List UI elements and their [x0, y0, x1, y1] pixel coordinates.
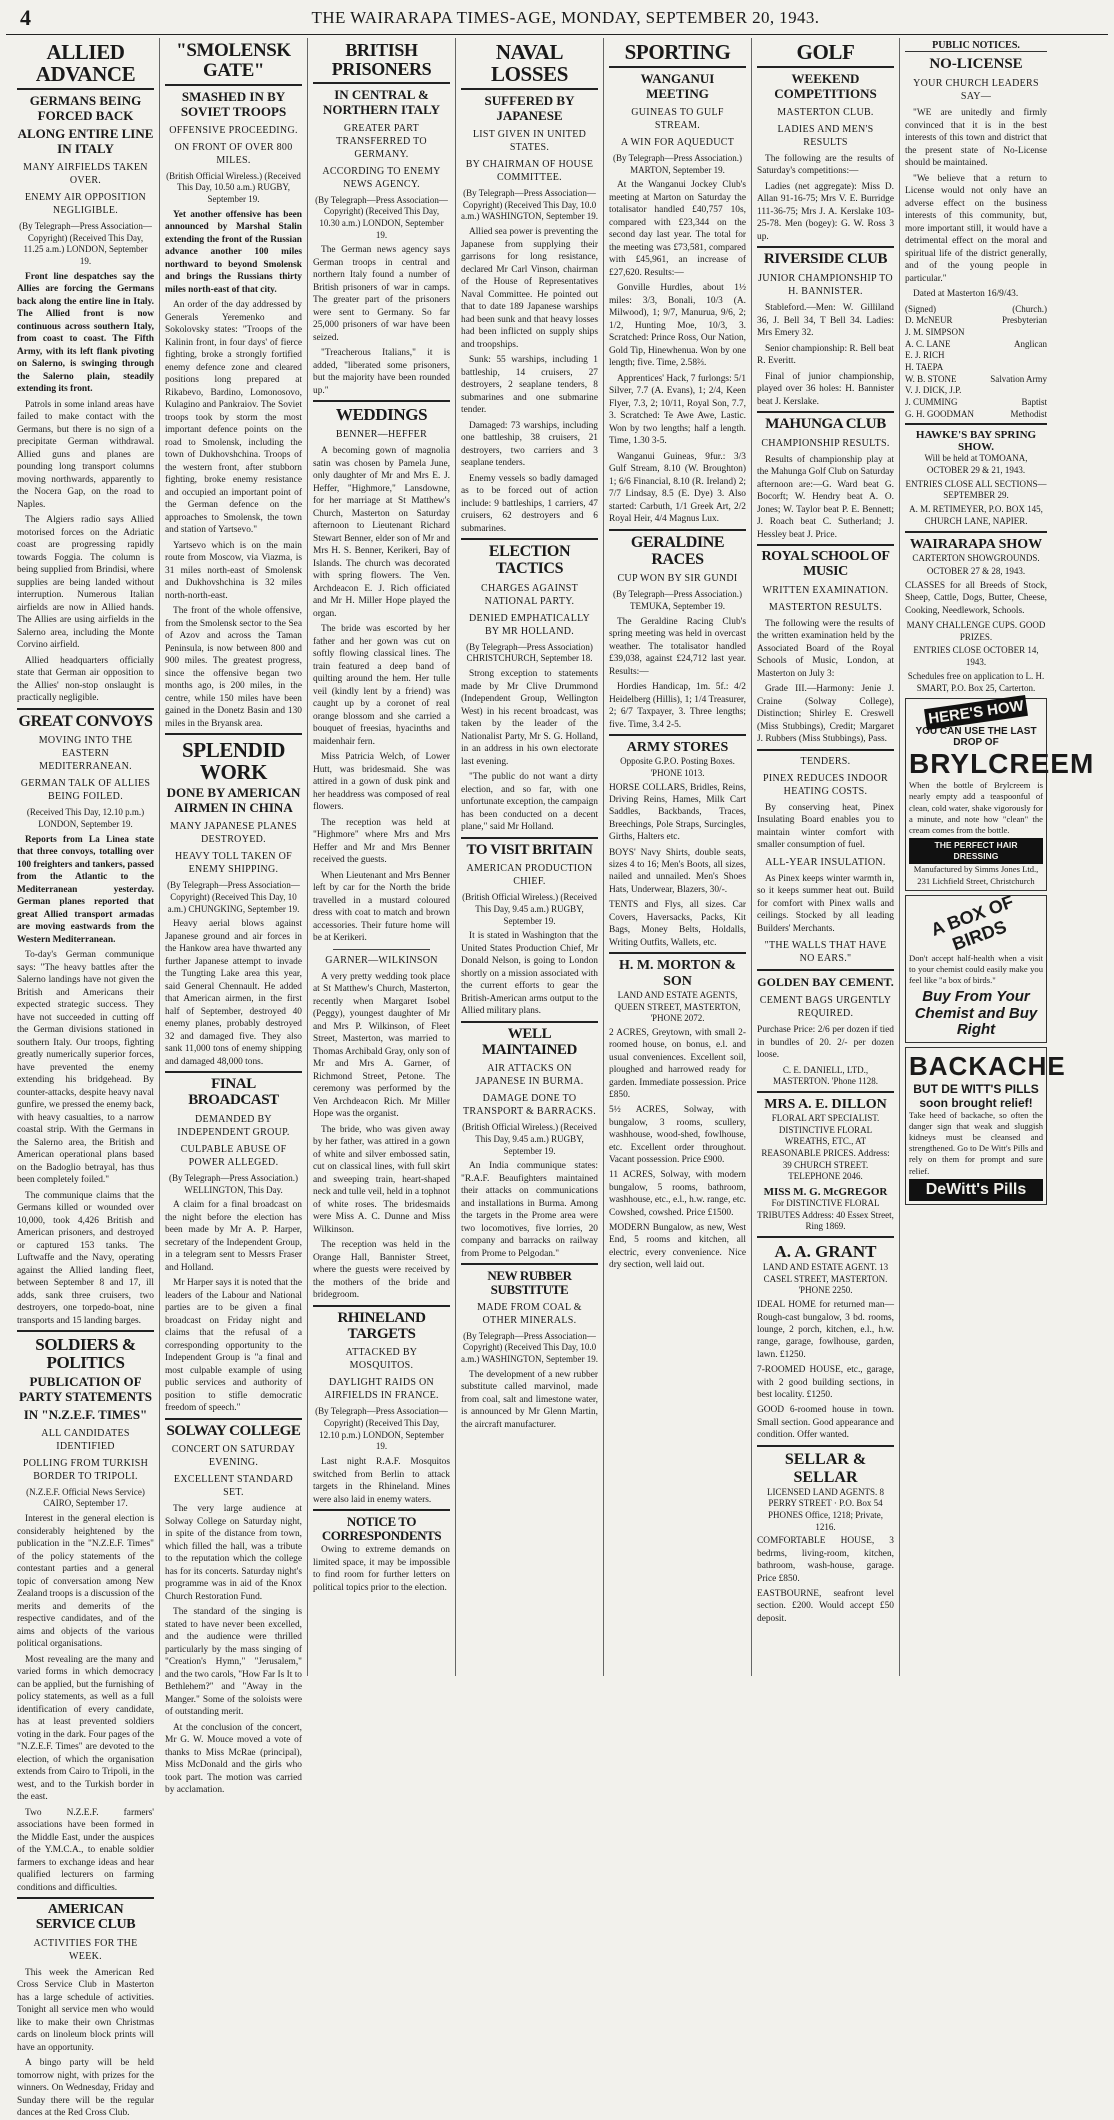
deck: MANY JAPANESE PLANES DESTROYED. — [170, 821, 297, 846]
rule — [461, 1021, 598, 1023]
article-paragraph: As Pinex keeps winter warmth in, so it keeps summer heat out. Build for comfort with Pinex walls and ceilings. Stocked by all leading Builders' Merchants. — [757, 873, 894, 934]
headline-mahunga-club: MAHUNGA CLUB — [765, 416, 886, 433]
headline-riverside-club: RIVERSIDE CLUB — [763, 251, 888, 268]
classified-ad: COMFORTABLE HOUSE, 3 bedrms, living-room, kitchen, bathroom, wash-house, garage. Price £850. — [757, 1536, 894, 1584]
dateline: (By Telegraph—Press Association—Copyright) (Received This Day, 10 a.m.) CHUNGKING, September 19. — [167, 880, 300, 914]
dateline: (By Telegraph—Press Association) CHRISTCHURCH, September 18. — [466, 641, 593, 664]
subhead: WEEKEND COMPETITIONS — [774, 71, 877, 101]
article-paragraph: Last night R.A.F. Mosquitos switched from Berlin to attack targets in the Rhineland. Mines were also laid in enemy waters. — [313, 1457, 450, 1505]
notice-paragraph: Dated at Masterton 16/9/43. — [913, 289, 1019, 299]
ad-brylcreem-tag: YOU CAN USE THE LAST DROP OF — [915, 726, 1037, 749]
article-paragraph: The communique claims that the Germans killed or wounded over 10,000, took 4,426 British and American prisoners, and destroyed or captured 153 tanks. The Luftwaffe and the Navy, operating against the Allied landing fleet, between September 8 and 17, ill adds, sank three cruisers, two destroyers, one torpedo-boat, nine transports and 15 landing barges. — [17, 1190, 154, 1326]
dateline: (By Telegraph—Press Association.) TEMUKA, September 19. — [613, 589, 742, 612]
dateline: (By Telegraph—Press Association—Copyright) (Received This Day, 11.25 a.m.) LONDON, September 19. — [19, 220, 152, 266]
ad-brylcreem-maker: Manufactured by Simms Jones Ltd., 231 Lichfield Street, Christchurch — [913, 864, 1039, 886]
article-paragraph: The front of the whole offensive, from the Smolensk sector to the Sea of Azov and across the Taman Peninsula, is now between 800 and 900 miles. The greatest progress, since the offensive began two months ago, is 200 miles, in the centre, while 150 miles have been gained in the Donetz Basin and 130 miles in the Bryansk area. — [165, 606, 302, 729]
signatory-name: G. H. GOODMAN — [905, 408, 974, 419]
article-paragraph: The bride, who was given away by her father, was attired in a gown of white and silver embossed satin, cut on classical lines, with full skirt and sweeping train, heart-shaped neck and tulle veil, held in a tophnot of white roses. The bridesmaids were Miss A. C. Dunne and Miss Wilkinson. — [313, 1124, 450, 1235]
ad-dewitts-relief: BUT DE WITT'S PILLS soon brought relief! — [913, 1081, 1039, 1110]
article-paragraph: Most revealing are the many and varied forms in which democracy can be applied, but the furnishing of policy statements, as well as a full identification of every candidate, has at least prevented soldiers voting in the dark. Four pages of the "N.Z.E.F. Times" are devoted to the election, of which the organisation extends from Cairo to Tripoli, in the west, and to the Turkish border in the east. — [17, 1654, 154, 1803]
deck: ACCORDING TO ENEMY NEWS AGENCY. — [322, 165, 441, 190]
classified-ad: 7-ROOMED HOUSE, etc., garage, with 2 good building sections, in best locality. £1250. — [757, 1365, 894, 1400]
ad-army-stores-title: ARMY STORES — [626, 740, 729, 756]
ad-hawkes-bay-show-entries: ENTRIES CLOSE ALL SECTIONS—SEPTEMBER 29. — [905, 478, 1047, 501]
notice-paragraph: "We believe that a return to License would not only have an adverse effect on the business interests of this community, but, more important still, it would have a detrimental effect on the moral and spiritual life of the district generally, and of the young people in particular." — [905, 173, 1047, 284]
subhead: ALONG ENTIRE LINE IN ITALY — [17, 125, 154, 156]
headline-sporting: SPORTING — [624, 40, 731, 64]
deck: WRITTEN EXAMINATION. — [762, 584, 889, 596]
article-paragraph: Enemy vessels so badly damaged as to be forced out of action include: 9 battleships, 1 carriers, 47 cruisers, 62 destroyers and 6 submarines. — [461, 473, 598, 534]
rule — [17, 708, 154, 710]
signatory-name: J. CUMMING — [905, 397, 958, 407]
deck: BY CHAIRMAN OF HOUSE COMMITTEE. — [465, 158, 594, 183]
column-3 — [308, 38, 456, 1676]
rule — [609, 66, 746, 68]
signatory-name: H. TAEPA — [905, 361, 944, 372]
rule — [757, 749, 894, 751]
article-paragraph: Results of championship play at the Mahunga Golf Club on Saturday afternoon are:—G. Ward beat G. Bocorft; W. Hendry beat A. O. Jones; W. Taylor beat P. E. Bennett; J. Roach beat C. Sutherland; J. Hessley beat J. Price. — [757, 454, 894, 540]
deck: OFFENSIVE PROCEEDING. — [169, 124, 298, 136]
deck: YOUR CHURCH LEADERS SAY— — [913, 78, 1039, 102]
dateline: (British Official Wireless.) (Received This Day, 9.45 a.m.) RUGBY, September 19. — [462, 1122, 597, 1156]
headline-no-license: NO-LICENSE — [929, 56, 1023, 72]
deck: EXCELLENT STANDARD SET. — [173, 1474, 294, 1499]
ad-sellar-title: SELLAR & SELLAR — [784, 1450, 867, 1486]
deck: HEAVY TOLL TAKEN OF ENEMY SHIPPING. — [174, 851, 293, 876]
signatory — [905, 315, 1047, 327]
article-paragraph: Allied headquarters officially state that German air opposition to the Allies' non-stop onslaught is practically negligible. — [17, 655, 154, 704]
rule — [165, 1071, 302, 1073]
article-paragraph: Front line despatches say the Allies are forcing the Germans back along the entire line in Italy. The Allied front is now continuous across southern Italy, from coast to coast. The Fifth Army, with its left flank pivoting on Salerno, is swinging through the Salerno plain, steadily extending its front. — [17, 271, 154, 395]
masthead — [6, 4, 1108, 35]
signatory-church: Baptist — [1021, 397, 1047, 407]
signatory-name: E. J. RICH — [905, 350, 945, 361]
headline-weddings: WEDDINGS — [335, 405, 428, 425]
deck: CHARGES AGAINST NATIONAL PARTY. — [480, 582, 578, 607]
article-paragraph: Hordies Handicap, 1m. 5f.: 4/2 Heidelberg (Hillis), 1; 1/4 Treasurer, 2; 6/7 Taxpayer, 3. Three lengths; five. Time, 3.4 2-5. — [609, 682, 746, 730]
rule — [165, 1418, 302, 1420]
article-paragraph: Heavy aerial blows against Japanese ground and air forces in the Hankow area have thwarted any further Japanese attempt to invade the Tungting Lake area this year, said General Chennault. He added that American airmen, in the first half of September, destroyed 40 enemy planes, probably destroyed 32 and damaged five. They also sank 11,000 tons of enemy shipping and damaged 48,000 tons. — [165, 919, 302, 1067]
article-paragraph: Damaged: 73 warships, including one battleship, 38 cruisers, 21 destroyers, two carriers and 3 seaplane tenders. — [461, 420, 598, 469]
rule — [17, 1897, 154, 1899]
article-paragraph: Patrols in some inland areas have failed to make contact with the Germans, but there is no sign of a precipitate German withdrawal. Allied guns and planes are pounding long transport columns moving northwards, apparently to the Nocera Gap, on the road to Naples. — [17, 399, 154, 510]
headline-rhineland-targets: RHINELAND TARGETS — [337, 1309, 426, 1342]
column-1 — [12, 38, 160, 2119]
headline-naval-losses: NAVAL LOSSES — [491, 40, 568, 87]
deck: GERMAN TALK OF ALLIES BEING FOILED. — [20, 778, 151, 803]
deck: ATTACKED BY MOSQUITOS. — [345, 1347, 418, 1372]
section-header: PUBLIC NOTICES. — [905, 40, 1047, 52]
signatory — [905, 374, 1047, 386]
signatory — [905, 350, 1047, 362]
ad-brylcreem-body: When the bottle of Brylcreem is nearly empty add a teaspoonful of clean, cold water, shake vigorously for a minute, and note how "clean" the cream comes from the bottle. — [909, 780, 1043, 835]
rule — [609, 952, 746, 954]
deck: CULPABLE ABUSE OF POWER ALLEGED. — [180, 1143, 287, 1168]
dateline: (By Telegraph—Press Association—Copyright) (Received This Day, 12.10 p.m.) LONDON, September 19. — [315, 1406, 448, 1452]
article-paragraph: An India communique states: "R.A.F. Beaufighters maintained their attacks on communications and installations in Burma. Among the targets in the Prome area were two locomotives, five lorries, 20 company and barracks on railway from Prome to Pelgodan." — [461, 1161, 598, 1259]
deck: DEMANDED BY INDEPENDENT GROUP. — [177, 1113, 290, 1138]
signatory-church: Methodist — [1010, 408, 1047, 419]
signatory — [905, 385, 1047, 397]
dateline: (By Telegraph—Press Association.) MARTON, September 19. — [613, 152, 742, 175]
ad-dillon-title: MRS A. E. DILLON — [764, 1096, 887, 1112]
column-4 — [456, 38, 604, 1676]
deck: DAYLIGHT RAIDS ON AIRFIELDS IN FRANCE. — [324, 1377, 439, 1402]
deck: LIST GIVEN IN UNITED STATES. — [472, 128, 587, 153]
headline-to-visit-britain: TO VISIT BRITAIN — [466, 841, 593, 858]
signatory — [905, 362, 1047, 374]
article-paragraph: At the Wanganui Jockey Club's meeting at Marton on Saturday the totalisator handled £40,757 10s, compared with £23,344 on the second day last year. The total for the meeting was £73,581, compared with £45,961, an increase of £27,620. Results:— — [609, 180, 746, 278]
article-paragraph: To-day's German communique says: "The heavy battles after the Salerno landings have not given the British and Americans their expected strategic success. They have not succeeded in cutting off the German divisions stationed in southern Italy. Our troops, fighting greatly numerically superior forces, have prevented the enemy extending his bridgehead. By counter-attacks, despite heavy naval gunfire, we pressed the enemy back, with heavy casualties, to a narrow coastal strip. With the Germans in the Salerno area, the British and American operational plans based on the Badoglio betrayal, has thus been completely foiled." — [17, 950, 154, 1186]
article-paragraph: The Algiers radio says Allied motorised forces on the Adriatic coast are progressing rapidly towards Foggia. The column is being supplied from Brindisi, where supplies are being landed without interruption. Numerous Italian airfields are now in Allied hands. The Allies are using airfields in the Salerno area, including the Monte Corvino airfield. — [17, 515, 154, 651]
deck: LADIES AND MEN'S RESULTS — [777, 123, 874, 148]
rule — [313, 400, 450, 402]
ad-dewitts-backache: BACKACHE — [909, 1050, 1066, 1081]
rule — [609, 734, 746, 736]
headline-british-prisoners: BRITISH PRISONERS — [331, 40, 432, 79]
classified-ad: BOYS' Navy Shirts, double seats, sizes 4 to 16; Men's Boots, all sizes, nailed and unnailed. Men's Shoes Hats, Underwear, Blazers, 30/-. — [609, 847, 746, 895]
subhead: IN "N.Z.E.F. TIMES" — [23, 1406, 148, 1422]
article-paragraph: Apprentices' Hack, 7 furlongs: 5/1 Silver, 7.7 (A. Evans), 1; 2/4, Keen Flyer, 7.3, 2; 10/11, Royal Son, 7.7, 3. Scratched: Te Awe Awe, Lastic. Won by two lengths; half a length. Time, 1.30 3-5. — [609, 373, 747, 447]
deck: ALL-YEAR INSULATION. — [765, 856, 886, 868]
ad-chemist-body: Don't accept half-health when a visit to your chemist could easily make you feel like "a box of birds." — [909, 952, 1043, 986]
rule — [165, 84, 302, 86]
deck: ENEMY AIR OPPOSITION NEGLIGIBLE. — [24, 191, 147, 216]
deck: DAMAGE DONE TO TRANSPORT & BARRACKS. — [462, 1093, 597, 1118]
rule — [461, 837, 598, 839]
column-6 — [752, 38, 900, 1676]
dateline: (British Official Wireless.) (Received This Day, 10.50 a.m.) RUGBY, September 19. — [166, 170, 301, 205]
article-paragraph: Allied sea power is preventing the Japanese from supplying their garrisons for long resistance, declared Mr Carl Vinson, chairman of the House of Representatives Naval Committee. He pointed out that to date 189 Japanese warships had been sunk and that heavy losses had been inflicted on supply ships and troopships. — [461, 227, 598, 350]
rule — [757, 66, 894, 68]
column-5 — [604, 38, 752, 1676]
article-paragraph: The following were the results of the written examination held by the Associated Board of the Royal Schools of Music, London, at Masterton on July 3: — [757, 618, 894, 679]
signatory — [905, 409, 1047, 421]
classified-ad: Purchase Price: 2/6 per dozen if tied in bundles of 20. 2/- per dozen loose. — [757, 1025, 894, 1061]
article-paragraph: The bride was escorted by her father and her gown was cut on softly flowing classical lines. The train featured a deep band of quilting around the hem. Her tulle veil (kindly lent by a friend) was caught up by a coronet of real orange blossom and she carried a bouquet of freesias, hyacinths and maidenhair fern. — [313, 624, 450, 747]
ad-dewitts — [905, 1047, 1066, 1205]
classified-ad: GOOD 6-roomed house in town. Small section. Good appearance and condition. Offer wanted. — [757, 1405, 894, 1441]
columns — [12, 38, 1095, 2119]
ad-wairarapa-show-venue: CARTERTON SHOWGROUNDS. — [912, 552, 1040, 563]
article-paragraph: When Lieutenant and Mrs Benner left by car for the North the bride travelled in a mustard coloured dress with coat to match and brown accessories. Their future home will be at Kerikeri. — [313, 870, 450, 944]
article-paragraph: Miss Patricia Welch, of Lower Hutt, was bridesmaid. She was attired in a gown of dusk pink and her headdress was composed of real flowers. — [313, 752, 450, 813]
ad-golden-bay-title: GOLDEN BAY CEMENT. — [757, 975, 894, 990]
rule — [333, 949, 430, 950]
page-number: 4 — [20, 5, 31, 30]
deck: MASTERTON CLUB. — [777, 106, 874, 118]
headline-royal-school-music: ROYAL SCHOOL OF MUSIC — [761, 549, 890, 580]
article-paragraph: Final of junior championship, played over 36 holes: H. Bannister beat J. Kerslake. — [757, 371, 894, 407]
ad-grant-address: LAND AND ESTATE AGENT. 13 CASEL STREET, MASTERTON. 'PHONE 2250. — [762, 1262, 889, 1296]
column-2 — [160, 38, 308, 1796]
ad-brylcreem — [905, 697, 1095, 891]
ad-hawkes-bay-show-address: A. M. RETIMEYER, P.O. BOX 145, CHURCH LANE, NAPIER. — [909, 504, 1043, 526]
article-paragraph: Yet another offensive has been announced by Marshal Stalin extending the front of the Russian advance another 100 miles northward to beyond Smolensk and brings the Russians thirty miles north-east of that city. — [165, 209, 302, 295]
signatory — [905, 339, 1047, 351]
headline-solway-college: SOLWAY COLLEGE — [166, 1422, 301, 1439]
article-paragraph: The reception was held in the Orange Hall, Bannister Street, where the guests were received by the mothers of the bride and bridegroom. — [313, 1240, 450, 1301]
article-paragraph: Wanganui Guineas, 9fur.: 3/3 Gulf Stream, 8.10 (W. Broughton) 1; 6/6 Financial, 8.10 (R. Ireland) 2; 7/7 Lindsay, 8.5 (E. Dye) 3. Also started: Carbuth, 1/1 Greek Art, 2/2 Royal Heir, 4/4 Magnus Lux. — [609, 451, 746, 525]
ad-brylcreem-heres-how: HERE'S HOW — [924, 695, 1028, 730]
ad-army-stores-address: Opposite G.P.O. Posting Boxes. 'PHONE 1013. — [620, 756, 735, 778]
column-7 — [900, 38, 1095, 1676]
deck: CUP WON BY SIR GUNDI — [617, 573, 738, 585]
deck: MOVING INTO THE EASTERN MEDITERRANEAN. — [38, 735, 133, 773]
article-paragraph: The reception was held at "Highmore" where Mrs and Mrs Heffer and Mr and Mrs Benner received the guests. — [313, 817, 450, 866]
classified-ad: EASTBOURNE, seafront level section. £200. Would accept £50 deposit. — [757, 1588, 894, 1624]
ad-dewitts-body: Take heed of backache, so often the danger sign that weak and sluggish kidneys must be cleansed and strengthened. Go to De Witt's Pills and rely on them for prompt and sure relief. — [909, 1109, 1043, 1176]
rule — [757, 411, 894, 413]
subhead: PUBLICATION OF PARTY STATEMENTS — [18, 1373, 153, 1404]
ad-dillon-address: FLORAL ART SPECIALIST. DISTINCTIVE FLORAL WREATHS, ETC., AT REASONABLE PRICES. Address: 39 CHURCH STREET. TELEPHONE 2046. — [761, 1112, 890, 1182]
deck: PINEX REDUCES INDOOR HEATING COSTS. — [763, 772, 888, 797]
rule — [905, 423, 1047, 425]
signatory-name: A. C. LANE — [905, 338, 951, 349]
rule — [165, 733, 302, 735]
rule — [609, 529, 746, 531]
article-paragraph: Yartsevo which is on the main route from Moscow, via Viazma, is 31 miles north-east of Smolensk and Dukhovshchina is 32 miles north-north-east. — [165, 540, 302, 601]
deck: CHAMPIONSHIP RESULTS. — [761, 437, 890, 449]
rule — [461, 1263, 598, 1265]
article-paragraph: A bingo party will be held tomorrow night, with prizes for the winners. On Wednesday, Friday and Sunday there will be the regular dances at the Red Cross Club. — [17, 2058, 154, 2119]
deck: MANY AIRFIELDS TAKEN OVER. — [23, 161, 148, 186]
deck: ALL CANDIDATES IDENTIFIED — [41, 1427, 130, 1452]
article-paragraph: It is stated in Washington that the United States Production Chief, Mr Donald Nelson, is going to London shortly on a mission associated with the current efforts to gear the British-American arms output to the Allied military plans. — [461, 931, 598, 1017]
article-paragraph: An order of the day addressed by Generals Yeremenko and Sokolovsky states: "Troops of the Kalinin front, in four days' of fierce fighting, broke a strongly fortified enemy defence zone and cleared positions long prepared at Rikabevo, Bardino, Lomonosovo, Kulagino and Pankraiov. The Soviet troops took by storm the most important defence points on the road to Smolensk, including the town of Dukhovshchina. Troops of the western front, after stubborn fighting, broke enemy resistance and occupied an important point of the German defence on the approaches to Smolensk, the town and station of Yartsevo." — [165, 300, 302, 536]
dateline: (N.Z.E.F. Official News Service) CAIRO, September 17. — [26, 1486, 145, 1509]
article-paragraph: This week the American Red Cross Service Club in Masterton has a large schedule of activities. Tonight all service men who would like to make their own Christmas cards on linoleum block prints will have an opportunity. — [17, 1967, 154, 2053]
ad-dewitts-logo: DeWitt's Pills — [909, 1179, 1043, 1201]
signatories-header — [905, 304, 1047, 316]
deck: CONCERT ON SATURDAY EVENING. — [171, 1444, 296, 1469]
article-paragraph: A claim for a final broadcast on the night before the election has been made by Mr A. P. Harper, secretary of the Independent Group, in a telegram sent to Messrs Fraser and Holland. — [165, 1200, 302, 1273]
dateline: (By Telegraph—Press Association—Copyright) (Received This Day, 10.0 a.m.) WASHINGTON, September 19. — [461, 1330, 598, 1365]
rule — [757, 1236, 894, 1238]
subhead: SUFFERED BY JAPANESE — [484, 93, 575, 124]
headline-new-rubber-substitute: NEW RUBBER SUBSTITUTE — [487, 1268, 572, 1298]
ad-daniell-address: C. E. DANIELL, LTD., MASTERTON. 'Phone 1128. — [772, 1064, 879, 1087]
subhead: IN CENTRAL & NORTHERN ITALY — [323, 86, 440, 117]
article-paragraph: Gonville Hurdles, about 1½ miles: 3/3, Bonali, 10/3 (A. Milwood), 1; 9/7, Manurua, 9/6, 2; 1/2, Hunting Moe, 10/3, 3. Scratched: Prince Ross, Our Nation, Gold Tip, Hinewhenua. Won by one length; five. Time, 2.58⅔. — [609, 283, 746, 369]
deck: MADE FROM COAL & OTHER MINERALS. — [477, 1301, 582, 1326]
ad-mcgregor-title: MISS M. G. McGREGOR — [763, 1186, 888, 1199]
deck: GREATER PART TRANSFERRED TO GERMANY. — [336, 122, 427, 160]
article-paragraph: "The public do not want a dirty election, and so far, with one unfortunate exception, the campaign has been conducted on a decent plane," said Mr Holland. — [461, 772, 598, 832]
article-paragraph: Interest in the general election is considerably heightened by the publication in the "N.Z.E.F. Times" of the policy statements of the contestant parties and a general topic of conversation among New Zealand troops is a discussion of the merits and demerits of the respective candidates, and of the aims and objects of the various political organisations. — [17, 1514, 154, 1650]
rule — [461, 88, 598, 90]
article-paragraph: Reports from La Linea state that three convoys, totalling over 100 freighters and tankers, passed from the Atlantic to the Mediterranean yesterday. German planes reported that great Allied transport armadas are moving eastwards from the Western Mediterranean. — [17, 834, 154, 945]
dateline: (By Telegraph—Press Association.) WELLINGTON, This Day. — [169, 1172, 298, 1195]
rule — [17, 1330, 154, 1332]
notice-paragraph: "WE are unitedly and firmly convinced that it is in the best interests of this town and district that the present state of No-License should be maintained. — [905, 108, 1047, 168]
deck: POLLING FROM TURKISH BORDER TO TRIPOLI. — [22, 1457, 149, 1482]
dateline: (By Telegraph—Press Association—Copyright) (Received This Day, 10.0 a.m.) WASHINGTON, September 19. — [461, 187, 598, 222]
ad-hawkes-bay-show-detail: Will be held at TOMOANA, OCTOBER 29 & 21, 1943. — [924, 453, 1028, 476]
ad-chemist-slogan: Buy From Your Chemist and Buy Right — [914, 988, 1038, 1039]
signatory-church: Presbyterian — [1002, 315, 1047, 326]
masthead-title: THE WAIRARAPA TIMES-AGE, MONDAY, SEPTEMBER 20, 1943. — [311, 8, 820, 27]
deck: BENNER—HEFFER — [335, 429, 428, 441]
deck: A WIN FOR AQUEDUCT — [620, 136, 735, 148]
dateline: (By Telegraph—Press Association—Copyright) (Received This Day, 10.30 a.m.) LONDON, September 19. — [315, 194, 448, 240]
ad-chemist-box-of-birds: A BOX OF BIRDS — [928, 891, 1017, 955]
article-paragraph: Owing to extreme demands on limited space, it may be impossible to find room for further letters on political topics prior to the election. — [313, 1545, 450, 1593]
deck: AIR ATTACKS ON JAPANESE IN BURMA. — [475, 1063, 584, 1088]
deck: "THE WALLS THAT HAVE NO EARS." — [764, 940, 887, 965]
article-paragraph: The following are the results of Saturday's competitions:— — [757, 153, 894, 177]
deck: MASTERTON RESULTS. — [768, 601, 883, 613]
rule — [757, 544, 894, 546]
article-paragraph: At the conclusion of the concert, Mr G. W. Mouce moved a vote of thanks to Miss McRae (principal), Miss McDonald and the girls who took part. The motion was carried by acclamation. — [165, 1722, 302, 1796]
ad-wairarapa-show-prizes: MANY CHALLENGE CUPS. GOOD PRIZES. — [906, 620, 1046, 642]
article-paragraph: The German news agency says German troops in central and northern Italy found a number of British prisoners of war in camps. The greater part of the prisoners were sent to Germany. So far 25,000 prisoners of war have been seized. — [313, 245, 450, 343]
headline-american-service-club: AMERICAN SERVICE CLUB — [35, 1902, 136, 1932]
rule — [757, 1445, 894, 1447]
headline-notice-correspondents: NOTICE TO CORRESPONDENTS — [321, 1514, 442, 1543]
headline-great-convoys: GREAT CONVOYS — [18, 712, 153, 730]
article-paragraph: Ladies (net aggregate): Miss D. Allan 91-16-75; Mrs V. E. Burridge 111-36-75; Mrs J. A. Kerslake 103-25-78. Men (bogey): G. W. Ross 3 up. — [757, 181, 894, 242]
rule — [757, 969, 894, 971]
deck: DENIED EMPHATICALLY BY MR HOLLAND. — [468, 612, 591, 637]
classified-ad: TENTS and Flys, all sizes. Car Covers, Haversacks, Packs, Kit Bags, Money Belts, Holdalls, Writing Outfits, Wallets, etc. — [609, 900, 746, 948]
signatory-church: Anglican — [1014, 338, 1047, 349]
rule — [757, 246, 894, 248]
headline-allied-advance: ALLIED ADVANCE — [35, 40, 136, 87]
ad-wairarapa-show-schedules: Schedules free on application to L. H. SMART, P.O. Box 25, Carterton. — [907, 670, 1045, 693]
ad-brylcreem-logo: BRYLCREEM — [909, 748, 1095, 780]
article-paragraph: Sunk: 55 warships, including 1 battleship, 14 cruisers, 27 destroyers, 2 seaplane tenders, 8 submarines and one submarine tender. — [461, 355, 598, 416]
article-paragraph: Grade III.—Harmony: Jenie J. Craine (Solway College), Distinction; Shirley E. Creswell (Miss Stubbings), Credit; Margaret J. Rubbers (Miss Stubbings), Pass. — [757, 684, 894, 745]
rule — [313, 1509, 450, 1511]
deck: AMERICAN PRODUCTION CHIEF. — [466, 863, 593, 888]
classified-ad: MODERN Bungalow, as new, West End, 5 rooms and kitchen, all electric, every convenience. Nice dry section, well laid out. — [609, 1223, 746, 1271]
headline-well-maintained: WELL MAINTAINED — [482, 1025, 577, 1058]
article-paragraph: "Treacherous Italians," it is added, "liberated some prisoners, but the majority have been rounded up." — [313, 348, 450, 396]
deck: GARNER—WILKINSON — [325, 954, 438, 966]
headline-final-broadcast: FINAL BROADCAST — [188, 1076, 279, 1109]
classified-ad: HORSE COLLARS, Bridles, Reins, Driving Reins, Hames, Milk Cart Saddles, Backbands, Traces, Breechings, Pole Straps, Surcingles, Girths, Halters etc. — [609, 782, 746, 843]
headline-golf: GOLF — [796, 40, 855, 64]
signatory-name: D. McNEUR — [905, 315, 953, 326]
rule — [313, 1305, 450, 1307]
subhead: SMASHED IN BY SOVIET TROOPS — [180, 88, 287, 119]
classified-ad: IDEAL HOME for returned man—Rough-cast bungalow, 3 bd. rooms, lounge, 2 porch, kitchen, e.l., h.w. range, garage, fowlhouse, garden, lawn. £1250. — [757, 1300, 894, 1360]
ad-wairarapa-show-classes: CLASSES for all Breeds of Stock, Sheep, Cattle, Dogs, Butter, Cheese, Cooking, Needlework, Schools. — [905, 580, 1047, 616]
ad-mcgregor-address: For DISTINCTIVE FLORAL TRIBUTES Address: 40 Essex Street, Ring 1869. — [757, 1198, 894, 1232]
ad-chemist — [905, 891, 1047, 1043]
ad-morton-title: H. M. MORTON & SON — [618, 957, 737, 989]
signatory-name: V. J. DICK, J.P. — [905, 385, 962, 396]
ad-brylcreem-strap: THE PERFECT HAIR DRESSING — [909, 838, 1043, 864]
article-paragraph: Mr Harper says it is noted that the leaders of the Labour and National parties are to be given a final broadcast on Friday night and claims that the refusal of a corresponding opportunity to the Independent Group is "a final and most culpable example of using public services and authority of position to stifle democratic freedom of speech." — [165, 1278, 302, 1414]
signatory-name: W. B. STONE — [905, 373, 957, 384]
article-paragraph: A becoming gown of magnolia satin was chosen by Pamela June, only daughter of Mr and Mrs E. J. Heffer, "Highmore," Lansdowne, for her marriage at St Matthew's Church, Masterton on Saturday afternoon to Lieutenant Richard Stewart Benner, elder son of Mr and Mrs H. S. Benner, Kerikeri, Bay of Islands. The church was decorated with spring flowers. The Ven. Archdeacon E. J. Rich officiated and Mr H. Miller Hope played the organ. — [313, 446, 450, 619]
rule — [757, 1091, 894, 1093]
headline-election-tactics: ELECTION TACTICS — [488, 543, 571, 577]
dateline: (Received This Day, 12.10 p.m.) LONDON, September 19. — [26, 807, 145, 830]
subhead: GERMANS BEING FORCED BACK — [29, 93, 142, 124]
article-paragraph: Senior championship: R. Bell beat R. Everitt. — [757, 343, 894, 367]
rule — [905, 531, 1047, 533]
article-paragraph: Two N.Z.E.F. farmers' associations have been formed in the Middle East, under the auspices of the Y.M.C.A., to enable soldier farmers to exchange ideas and hear qualified lecturers on farming conditions and difficulties. — [17, 1807, 154, 1893]
headline-soldiers-politics: SOLDIERS & POLITICS — [35, 1335, 136, 1373]
ad-sellar-address: LICENSED LAND AGENTS. 8 PERRY STREET · P.O. Box 54 PHONES Office, 1218; Private, 1216. — [767, 1486, 884, 1532]
signatory — [905, 327, 1047, 339]
dateline: (British Official Wireless.) (Received This Day, 9.45 a.m.) RUGBY, September 19. — [462, 892, 597, 926]
rule — [17, 88, 154, 90]
ad-hawkes-bay-show-title: HAWKE'S BAY SPRING SHOW. — [915, 429, 1037, 454]
headline-geraldine-races: GERALDINE RACES — [630, 533, 725, 568]
headline-smolensk-gate: "SMOLENSK GATE" — [176, 40, 291, 81]
tenders-heading: TENDERS. — [800, 755, 851, 767]
deck: ON FRONT OF OVER 800 MILES. — [174, 141, 293, 166]
classified-ad: 2 ACRES, Greytown, with small 2-roomed house, on bonus, e.l. and usual conveniences. Excellent soil, ploughed and harrowed ready for garden. Immediate possession. Price £850. — [609, 1027, 746, 1101]
subhead: DONE BY AMERICAN AIRMEN IN CHINA — [166, 785, 301, 816]
signed-label: (Signed) — [905, 303, 936, 314]
ad-grant-title: A. A. GRANT — [774, 1242, 877, 1262]
article-paragraph: The Geraldine Racing Club's spring meeting was held in overcast weather. The totalisator handled £39,038, against £24,712 last year. Results:— — [609, 616, 746, 677]
ad-wairarapa-show-dates: OCTOBER 27 & 28, 1943. — [926, 566, 1026, 577]
ad-wairarapa-show-close: ENTRIES CLOSE OCTOBER 14, 1943. — [913, 645, 1039, 668]
deck: ACTIVITIES FOR THE WEEK. — [33, 1937, 138, 1962]
article-paragraph: By conserving heat, Pinex Insulating Board enables you to maintain winter comfort with smaller consumption of fuel. — [757, 802, 894, 851]
headline-splendid-work: SPLENDID WORK — [182, 738, 285, 785]
article-paragraph: The standard of the singing is stated to have never been excelled, and the audience were thrilled particularly by the mass singing of "Creation's Hymn," "Jerusalem," and the two carols, "How Far Is It to Bethlehem?" and "Away in the Manger." Some of the soloists were of outstanding merit. — [165, 1607, 302, 1718]
article-paragraph: A very pretty wedding took place at St Matthew's Church, Masterton, recently when Margaret Isobel (Peggy), youngest daughter of Mr and Mrs P. Wilkinson, of Fleet Street, Masterton, was married to Thomas Archibald Gray, only son of Mr and Mrs A. Garner, of Richmond Street, Petone. The ceremony was performed by the Ven Archdeacon Rich. Mr Miller Hope was the organist. — [313, 971, 450, 1120]
rule — [461, 538, 598, 540]
article-paragraph: The development of a new rubber substitute called marvinol, made from coal, salt and limestone water, is announced by Mr Glenn Martin, the aircraft manufacturer. — [461, 1369, 598, 1430]
deck: JUNIOR CHAMPIONSHIP TO H. BANNISTER. — [758, 273, 893, 298]
deck: CEMENT BAGS URGENTLY REQUIRED. — [759, 995, 892, 1020]
signatory-name: J. M. SIMPSON — [905, 326, 965, 337]
classified-ad: 5½ ACRES, Solway, with bungalow, 3 rooms, scullery, washhouse, wood-shed, fowlhouse, etc. Excellent order throughout. Vacant possession. Price £900. — [609, 1105, 746, 1166]
subhead: WANGANUI MEETING — [640, 71, 715, 101]
rule — [313, 82, 450, 84]
deck: GUINEAS TO GULF STREAM. — [631, 106, 724, 131]
signatory-church: Salvation Army — [990, 373, 1047, 384]
article-paragraph: The very large audience at Solway College on Saturday night, in spite of the distance from town, which filled the hall, was a tribute to the reputation which the college has for its concerts. Saturday night's programme was in aid of the Knox Church Restoration Fund. — [165, 1504, 302, 1602]
signatory — [905, 397, 1047, 409]
article-paragraph: Strong exception to statements made by Mr Clive Drummond (Independent Group, Wellington West) in his recent broadcast, was taken by the leader of the Nationalist Party, Mr S. G. Holland, in an address in his own electorate last evening. — [461, 669, 598, 767]
classified-ad: 11 ACRES, Solway, with modern bungalow, 5 rooms, bathroom, washhouse, etc., e.l., h.w. range, etc. Cowshed, cowshed. Price £1500. — [609, 1170, 746, 1218]
ad-morton-address: LAND AND ESTATE AGENTS, QUEEN STREET, MASTERTON, 'PHONE 2072. — [614, 989, 741, 1024]
church-label: (Church.) — [1012, 303, 1047, 314]
article-paragraph: Stableford.—Men: W. Gilliland 36, J. Bell 34, T Bell 34. Ladies: Mrs Emery 32. — [757, 303, 894, 339]
ad-wairarapa-show-title: WAIRARAPA SHOW — [909, 536, 1043, 552]
